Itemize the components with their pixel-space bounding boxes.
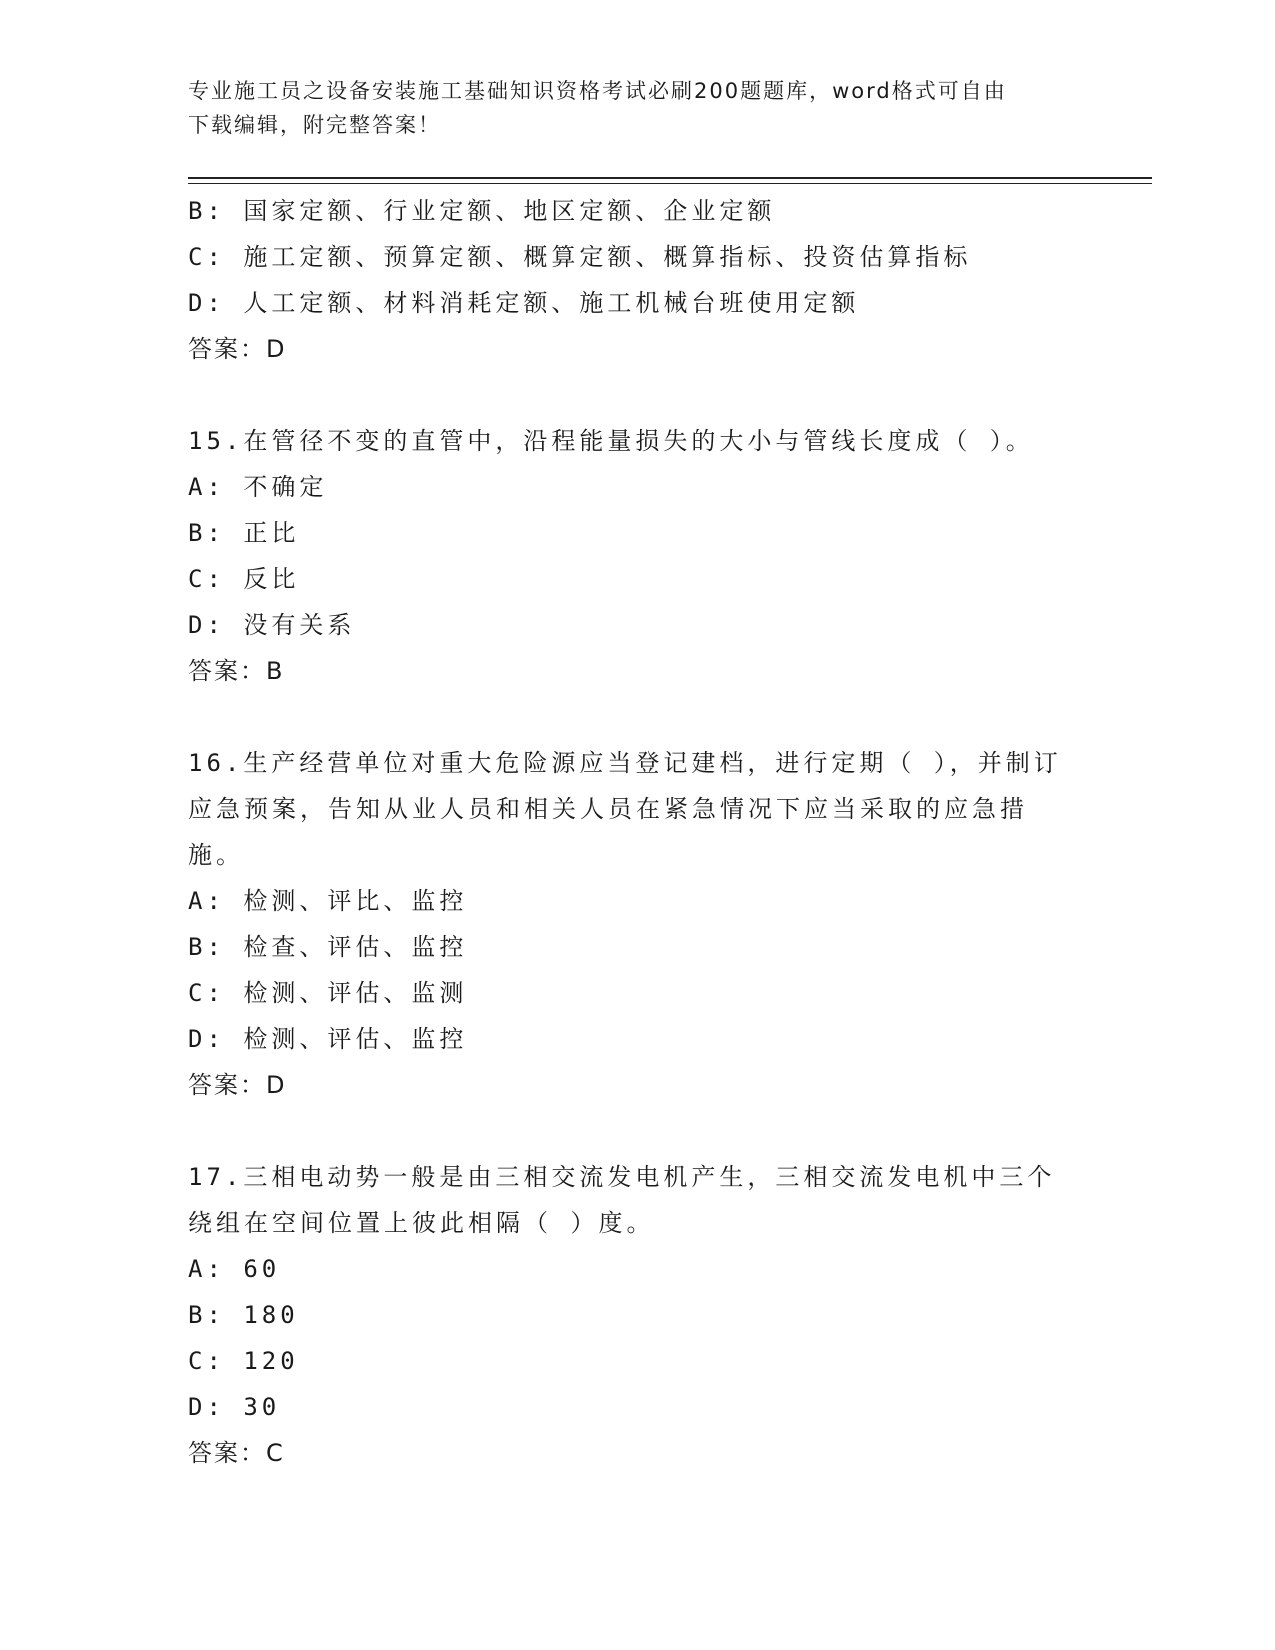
header-line-2: 下载编辑，附完整答案！ [188, 113, 441, 137]
answer: 答案：C [188, 1439, 285, 1467]
option-d: D: 人工定额、材料消耗定额、施工机械台班使用定额 [188, 289, 860, 317]
option-c: C: 反比 [188, 565, 300, 593]
header-divider-thin [188, 183, 1152, 184]
option-a: A: 不确定 [188, 473, 328, 501]
header-divider-thick [188, 177, 1152, 179]
spacer [188, 1108, 1088, 1154]
spacer [188, 372, 1088, 418]
header-line-1: 专业施工员之设备安装施工基础知识资格考试必刷200题题库，word格式可自由 [188, 79, 1007, 103]
question-stem: 16.生产经营单位对重大危险源应当登记建档，进行定期（ ），并制订应急预案，告知从业人员和相关人员在紧急情况下应当采取的应急措施。 [188, 749, 1062, 869]
question-14 [188, 188, 1088, 372]
option-c: C: 施工定额、预算定额、概算定额、概算指标、投资估算指标 [188, 243, 972, 271]
question-stem: 17.三相电动势一般是由三相交流发电机产生，三相交流发电机中三个绕组在空间位置上彼此相隔（ ）度。 [188, 1163, 1056, 1237]
option-b: B: 正比 [188, 519, 300, 547]
question-17 [188, 1154, 1088, 1476]
question-list [188, 188, 1088, 1476]
option-a: A: 检测、评比、监控 [188, 887, 468, 915]
option-a: A: 60 [188, 1255, 281, 1283]
question-16 [188, 740, 1088, 1108]
answer: 答案：D [188, 1071, 287, 1099]
option-b: B: 检查、评估、监控 [188, 933, 468, 961]
option-d: D: 检测、评估、监控 [188, 1025, 468, 1053]
option-d: D: 30 [188, 1393, 281, 1421]
option-d: D: 没有关系 [188, 611, 356, 639]
answer: 答案：B [188, 657, 285, 685]
option-c: C: 检测、评估、监测 [188, 979, 468, 1007]
document-header [188, 74, 1068, 142]
question-15 [188, 418, 1088, 694]
option-c: C: 120 [188, 1347, 299, 1375]
option-b: B: 国家定额、行业定额、地区定额、企业定额 [188, 197, 776, 225]
question-stem: 15.在管径不变的直管中，沿程能量损失的大小与管线长度成（ ）。 [188, 427, 1034, 455]
spacer [188, 694, 1088, 740]
answer: 答案：D [188, 335, 287, 363]
option-b: B: 180 [188, 1301, 299, 1329]
